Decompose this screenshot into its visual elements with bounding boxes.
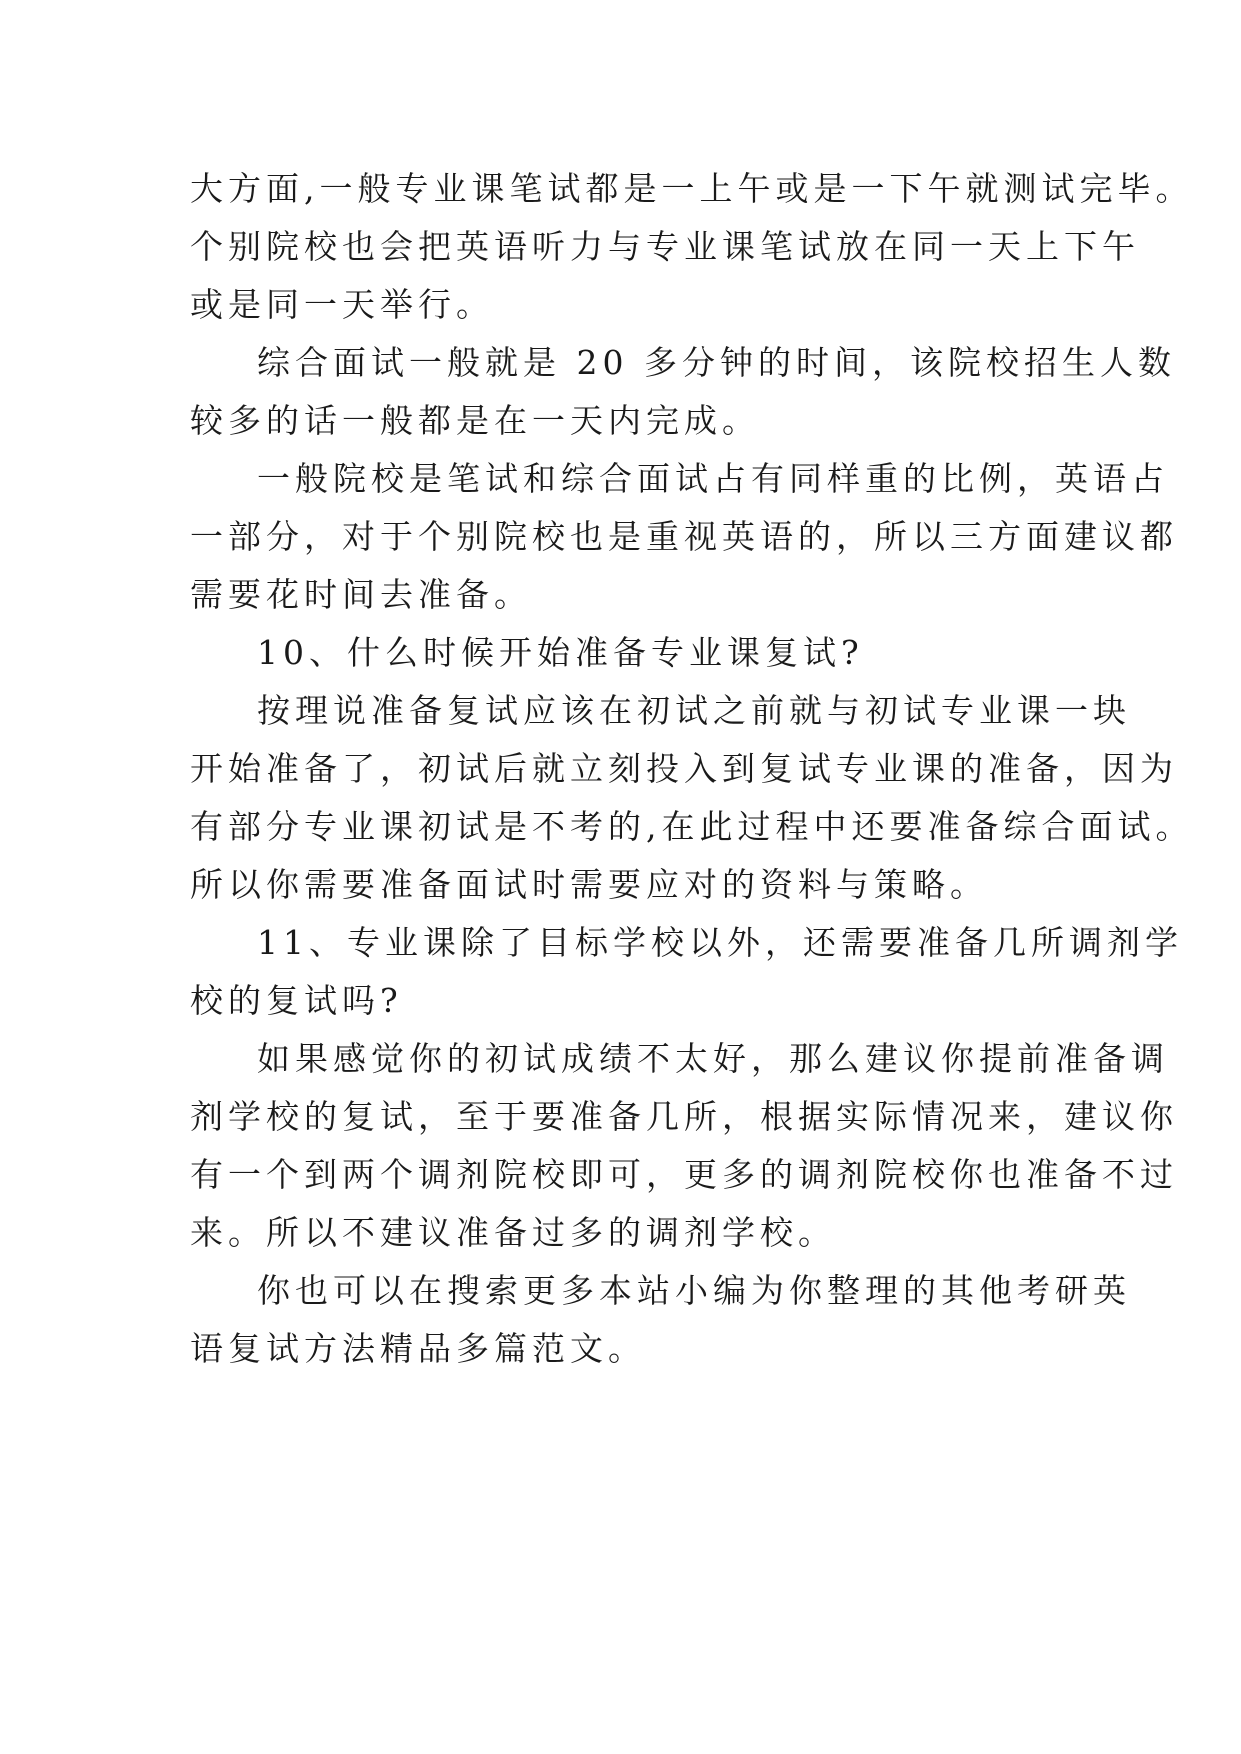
paragraph-first-line: 你也可以在搜索更多本站小编为你整理的其他考研英 bbox=[257, 1271, 1131, 1310]
text-line: 有部分专业课初试是不考的,在此过程中还要准备综合面试。 bbox=[190, 807, 1194, 846]
text-line: 开始准备了，初试后就立刻投入到复试专业课的准备，因为 bbox=[190, 749, 1178, 788]
text-line: 来。所以不建议准备过多的调剂学校。 bbox=[190, 1213, 836, 1252]
text-line: 有一个到两个调剂院校即可，更多的调剂院校你也准备不过 bbox=[190, 1155, 1178, 1194]
text-line: 校的复试吗? bbox=[190, 981, 403, 1020]
text-line: 剂学校的复试，至于要准备几所，根据实际情况来，建议你 bbox=[190, 1097, 1178, 1136]
text-line: 语复试方法精品多篇范文。 bbox=[190, 1329, 646, 1368]
paragraph-first-line: 如果感觉你的初试成绩不太好，那么建议你提前准备调 bbox=[257, 1039, 1169, 1078]
text-line: 所以你需要准备面试时需要应对的资料与策略。 bbox=[190, 865, 988, 904]
text-line: 需要花时间去准备。 bbox=[190, 575, 532, 614]
question-heading: 10、什么时候开始准备专业课复试? bbox=[257, 633, 864, 672]
text-line: 较多的话一般都是在一天内完成。 bbox=[190, 401, 760, 440]
text-line: 或是同一天举行。 bbox=[190, 285, 494, 324]
text-line: 一部分，对于个别院校也是重视英语的，所以三方面建议都 bbox=[190, 517, 1178, 556]
text-line: 大方面,一般专业课笔试都是一上午或是一下午就测试完毕。 bbox=[190, 169, 1194, 208]
paragraph-first-line: 综合面试一般就是 20 多分钟的时间，该院校招生人数 bbox=[257, 343, 1176, 382]
text-line: 个别院校也会把英语听力与专业课笔试放在同一天上下午 bbox=[190, 227, 1140, 266]
paragraph-first-line: 按理说准备复试应该在初试之前就与初试专业课一块 bbox=[257, 691, 1131, 730]
question-heading: 11、专业课除了目标学校以外，还需要准备几所调剂学 bbox=[257, 923, 1183, 962]
paragraph-first-line: 一般院校是笔试和综合面试占有同样重的比例，英语占 bbox=[257, 459, 1169, 498]
document-body bbox=[190, 160, 1194, 1378]
